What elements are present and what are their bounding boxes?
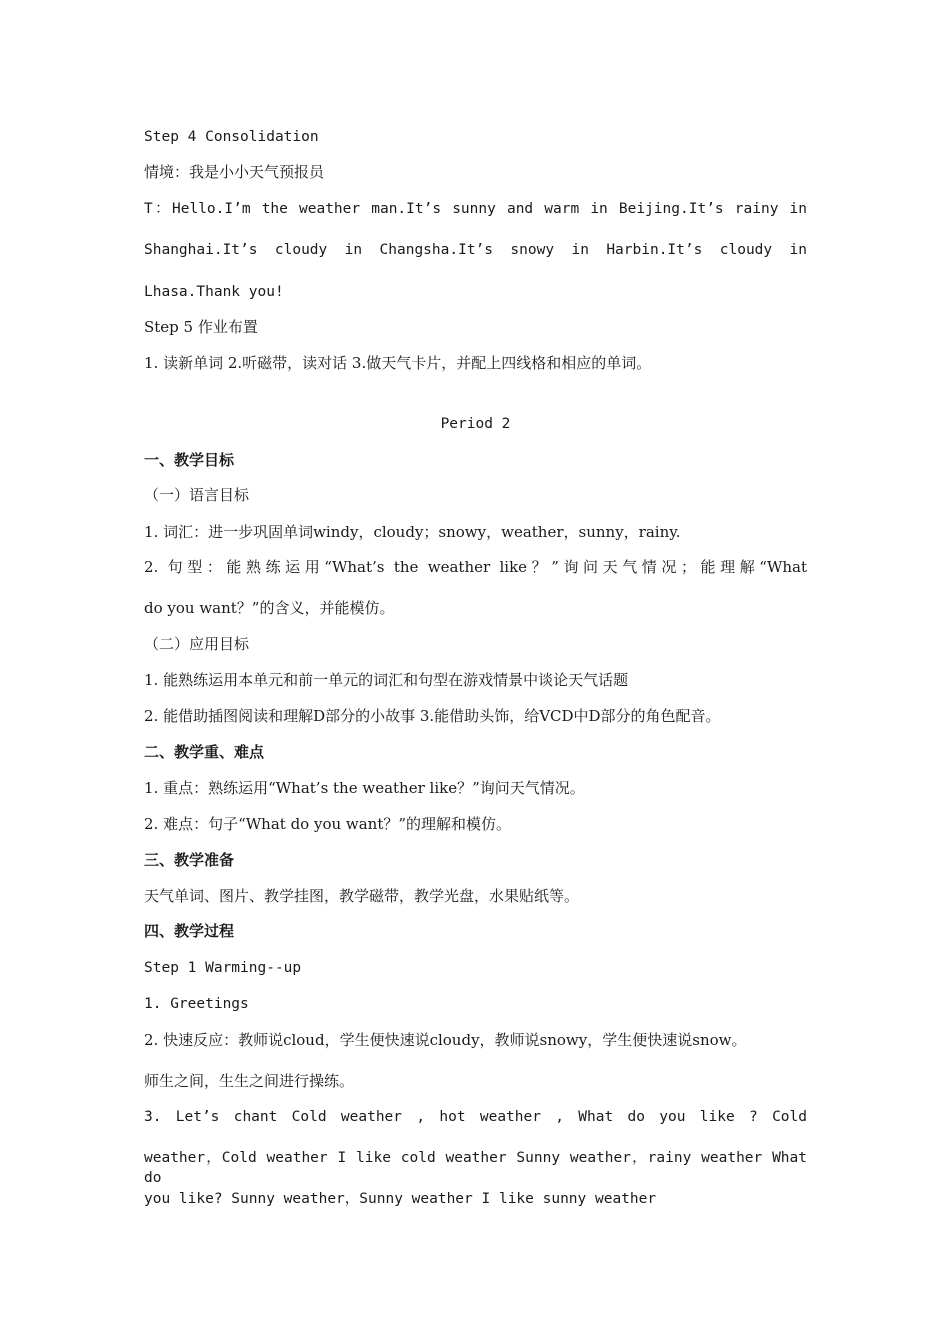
section-heading-objectives: 一、教学目标	[144, 451, 235, 469]
application-goal-2: 2. 能借助插图阅读和理解D部分的小故事 3.能借助头饰，给VCD中D部分的角色配音。	[144, 707, 721, 725]
subheading-language-goals: （一）语言目标	[144, 486, 250, 504]
key-point-line: 1. 重点：熟练运用“What’s the weather like？”询问天气情况。	[144, 779, 585, 797]
quick-response-line-2: 师生之间，生生之间进行操练。	[144, 1072, 355, 1090]
sentence-pattern-line-2: do you want？”的含义，并能模仿。	[144, 599, 395, 617]
teacher-dialogue-line-1: T：Hello.I’m the weather man.It’s sunny and warm in Beijing.It’s rainy in	[144, 201, 807, 217]
teacher-dialogue-line-3: Lhasa.Thank you!	[144, 284, 284, 300]
subheading-application-goals: （二）应用目标	[144, 635, 250, 653]
teacher-dialogue-line-2: Shanghai.It’s cloudy in Changsha.It’s snowy in Harbin.It’s cloudy in	[144, 242, 807, 258]
sentence-pattern-line-1: 2. 句型：能熟练运用“What’s the weather like？”询问天气情况；能理解“What	[144, 558, 807, 576]
chant-line-3: you like? Sunny weather，Sunny weather I like sunny weather	[144, 1191, 657, 1207]
scenario-line: 情境：我是小小天气预报员	[144, 163, 325, 181]
chant-line-2: weather，Cold weather I like cold weather Sunny weather，rainy weather What do	[144, 1150, 807, 1186]
chant-line-1: 3. Let’s chant Cold weather , hot weather , What do you like ? Cold	[144, 1109, 807, 1125]
difficulty-line: 2. 难点：句子“What do you want？”的理解和模仿。	[144, 815, 512, 833]
step5-heading: Step 5 作业布置	[144, 318, 258, 336]
homework-line: 1. 读新单词 2.听磁带，读对话 3.做天气卡片，并配上四线格和相应的单词。	[144, 354, 652, 372]
vocabulary-line: 1. 词汇：进一步巩固单词windy，cloudy；snowy，weather，sunny，rainy.	[144, 523, 681, 541]
quick-response-line-1: 2. 快速反应：教师说cloud，学生便快速说cloudy，教师说snowy，学生便快速说snow。	[144, 1031, 747, 1049]
application-goal-1: 1. 能熟练运用本单元和前一单元的词汇和句型在游戏情景中谈论天气话题	[144, 671, 629, 689]
step4-heading: Step 4 Consolidation	[144, 129, 319, 145]
period-title: Period 2	[440, 416, 511, 432]
section-heading-key-points: 二、教学重、难点	[144, 743, 265, 761]
step1-heading: Step 1 Warming--up	[144, 960, 302, 976]
section-heading-preparation: 三、教学准备	[144, 851, 235, 869]
preparation-line: 天气单词、图片、教学挂图，教学磁带，教学光盘，水果贴纸等。	[144, 887, 580, 905]
section-heading-process: 四、教学过程	[144, 922, 235, 940]
greetings-line: 1. Greetings	[144, 996, 249, 1012]
